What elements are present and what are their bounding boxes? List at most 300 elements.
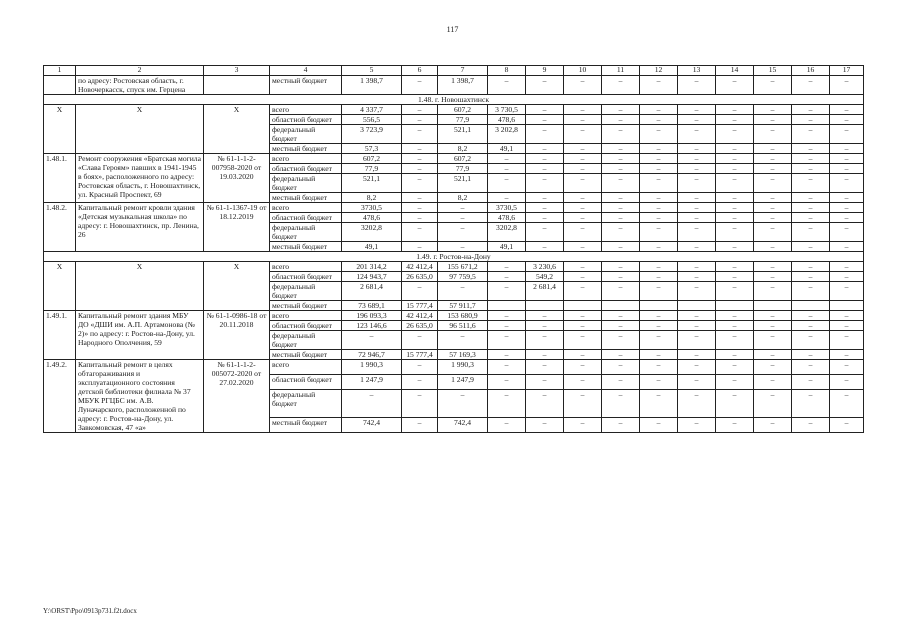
value-cell: – xyxy=(640,282,678,301)
table-row xyxy=(44,203,864,213)
value-cell xyxy=(830,301,864,311)
item-doc-cell: Х xyxy=(204,262,270,311)
value-cell: – xyxy=(754,262,792,272)
value-cell: – xyxy=(526,321,564,331)
value-cell: 15 777,4 xyxy=(402,301,438,311)
value-cell: – xyxy=(602,262,640,272)
value-cell: – xyxy=(640,193,678,203)
table-row xyxy=(44,360,864,375)
value-cell: – xyxy=(678,311,716,321)
value-cell: – xyxy=(792,389,830,417)
value-cell: – xyxy=(402,242,438,252)
value-cell: 521,1 xyxy=(438,174,488,193)
value-cell: – xyxy=(526,174,564,193)
budget-label-cell: федеральный бюджет xyxy=(270,174,342,193)
value-cell: – xyxy=(402,125,438,144)
value-cell: 155 671,2 xyxy=(438,262,488,272)
budget-label-cell: областной бюджет xyxy=(270,164,342,174)
value-cell: – xyxy=(792,242,830,252)
value-cell: – xyxy=(640,311,678,321)
budget-label-cell: всего xyxy=(270,262,342,272)
value-cell: – xyxy=(526,203,564,213)
value-cell: 8,2 xyxy=(438,144,488,154)
value-cell: – xyxy=(792,374,830,389)
value-cell: 742,4 xyxy=(438,418,488,433)
item-name-cell: Х xyxy=(76,105,204,154)
value-cell: – xyxy=(602,374,640,389)
value-cell: 77,9 xyxy=(342,164,402,174)
value-cell: 549,2 xyxy=(526,272,564,282)
value-cell: 15 777,4 xyxy=(402,350,438,360)
value-cell: 42 412,4 xyxy=(402,311,438,321)
value-cell: 8,2 xyxy=(438,193,488,203)
value-cell: 124 943,7 xyxy=(342,272,402,282)
value-cell: 123 146,6 xyxy=(342,321,402,331)
value-cell: – xyxy=(526,311,564,321)
value-cell: – xyxy=(754,105,792,115)
item-number-cell: Х xyxy=(44,105,76,154)
value-cell: – xyxy=(678,223,716,242)
value-cell: – xyxy=(564,282,602,301)
value-cell: – xyxy=(792,282,830,301)
value-cell: – xyxy=(564,360,602,375)
value-cell: 57 169,3 xyxy=(438,350,488,360)
value-cell: – xyxy=(678,115,716,125)
value-cell: – xyxy=(716,193,754,203)
value-cell: – xyxy=(564,311,602,321)
value-cell: – xyxy=(792,174,830,193)
value-cell: – xyxy=(754,321,792,331)
value-cell: 1 398,7 xyxy=(438,76,488,95)
value-cell: – xyxy=(754,213,792,223)
value-cell: – xyxy=(716,374,754,389)
value-cell: – xyxy=(830,418,864,433)
value-cell: – xyxy=(564,105,602,115)
value-cell: – xyxy=(602,389,640,417)
value-cell: 3 202,8 xyxy=(488,125,526,144)
value-cell: 3 723,9 xyxy=(342,125,402,144)
value-cell: – xyxy=(678,193,716,203)
item-name-cell: по адресу: Ростовская область, г. Новочеркасск, спуск им. Герцена xyxy=(76,76,204,95)
value-cell: – xyxy=(342,389,402,417)
value-cell: – xyxy=(564,242,602,252)
value-cell: – xyxy=(564,418,602,433)
budget-label-cell: всего xyxy=(270,311,342,321)
value-cell: – xyxy=(602,125,640,144)
value-cell: – xyxy=(716,154,754,164)
value-cell: – xyxy=(640,360,678,375)
value-cell: 742,4 xyxy=(342,418,402,433)
value-cell: – xyxy=(640,203,678,213)
value-cell: – xyxy=(640,144,678,154)
value-cell: – xyxy=(488,262,526,272)
value-cell: 3730,5 xyxy=(488,203,526,213)
value-cell: – xyxy=(488,311,526,321)
value-cell: – xyxy=(792,262,830,272)
value-cell: – xyxy=(754,242,792,252)
value-cell: 26 635,0 xyxy=(402,321,438,331)
value-cell: – xyxy=(640,262,678,272)
value-cell: – xyxy=(792,223,830,242)
value-cell: – xyxy=(716,223,754,242)
value-cell: – xyxy=(402,213,438,223)
value-cell: – xyxy=(830,105,864,115)
value-cell: – xyxy=(640,213,678,223)
value-cell: – xyxy=(640,174,678,193)
value-cell: – xyxy=(678,350,716,360)
column-number-cell: 4 xyxy=(270,66,342,76)
value-cell: – xyxy=(716,272,754,282)
value-cell: – xyxy=(402,203,438,213)
value-cell: 1 990,3 xyxy=(438,360,488,375)
column-number-cell: 6 xyxy=(402,66,438,76)
value-cell: – xyxy=(402,144,438,154)
budget-table xyxy=(43,65,864,433)
value-cell: – xyxy=(602,282,640,301)
value-cell: 96 511,6 xyxy=(438,321,488,331)
value-cell: – xyxy=(488,76,526,95)
value-cell: – xyxy=(830,223,864,242)
value-cell: 1 990,3 xyxy=(342,360,402,375)
value-cell: – xyxy=(342,331,402,350)
value-cell: – xyxy=(678,262,716,272)
value-cell: – xyxy=(602,164,640,174)
value-cell: – xyxy=(438,223,488,242)
value-cell: 3 230,6 xyxy=(526,262,564,272)
item-name-cell: Х xyxy=(76,262,204,311)
value-cell: – xyxy=(564,144,602,154)
value-cell: – xyxy=(792,203,830,213)
value-cell: – xyxy=(602,321,640,331)
budget-label-cell: федеральный бюджет xyxy=(270,389,342,417)
value-cell: – xyxy=(754,164,792,174)
value-cell: – xyxy=(830,272,864,282)
value-cell: – xyxy=(792,144,830,154)
value-cell: – xyxy=(754,193,792,203)
value-cell: – xyxy=(564,321,602,331)
value-cell: – xyxy=(402,76,438,95)
value-cell: – xyxy=(792,115,830,125)
value-cell: 3730,5 xyxy=(342,203,402,213)
item-name-cell: Ремонт сооружения «Братская могила «Слава Героям» павших в 1941-1945 в боях», расположенного по адресу: Ростовская область, г. Новошахтинск, ул. Красный Проспект, 69 xyxy=(76,154,204,203)
value-cell: – xyxy=(716,389,754,417)
value-cell: – xyxy=(526,164,564,174)
value-cell: – xyxy=(792,164,830,174)
value-cell: – xyxy=(754,374,792,389)
value-cell: – xyxy=(526,350,564,360)
value-cell: – xyxy=(640,418,678,433)
value-cell: 478,6 xyxy=(488,115,526,125)
value-cell: – xyxy=(564,76,602,95)
value-cell: – xyxy=(678,76,716,95)
item-doc-cell: № 61-1-1367-19 от 18.12.2019 xyxy=(204,203,270,252)
budget-label-cell: местный бюджет xyxy=(270,144,342,154)
value-cell: – xyxy=(754,272,792,282)
value-cell: 49,1 xyxy=(488,242,526,252)
budget-label-cell: местный бюджет xyxy=(270,350,342,360)
value-cell xyxy=(792,301,830,311)
item-doc-cell: Х xyxy=(204,105,270,154)
item-number-cell: 1.49.2. xyxy=(44,360,76,433)
value-cell: – xyxy=(830,76,864,95)
value-cell: – xyxy=(754,174,792,193)
value-cell: – xyxy=(526,418,564,433)
budget-label-cell: федеральный бюджет xyxy=(270,282,342,301)
column-number-row xyxy=(44,66,864,76)
table-row xyxy=(44,105,864,115)
value-cell: – xyxy=(830,262,864,272)
value-cell: 521,1 xyxy=(342,174,402,193)
value-cell: – xyxy=(526,360,564,375)
value-cell xyxy=(640,301,678,311)
section-header-row xyxy=(44,95,864,105)
item-doc-cell: № 61-1-0986-18 от 20.11.2018 xyxy=(204,311,270,360)
value-cell: – xyxy=(602,174,640,193)
value-cell: 4 337,7 xyxy=(342,105,402,115)
value-cell: 607,2 xyxy=(438,154,488,164)
value-cell: – xyxy=(830,164,864,174)
value-cell: 57 911,7 xyxy=(438,301,488,311)
value-cell: – xyxy=(640,242,678,252)
value-cell: – xyxy=(830,115,864,125)
value-cell: – xyxy=(754,360,792,375)
value-cell: – xyxy=(792,154,830,164)
value-cell: – xyxy=(716,125,754,144)
column-number-cell: 12 xyxy=(640,66,678,76)
value-cell: – xyxy=(678,374,716,389)
value-cell: – xyxy=(830,331,864,350)
item-name-cell: Капитальный ремонт в целях обтагораживания и эксплуатационного состояния детской библиотеки филиала № 37 МБУК РГЦБС им. А.В. Луначарского, расположенной по адресу: г. Ростов-на-Дону, ул. Завкомовская, 47 «а» xyxy=(76,360,204,433)
column-number-cell: 15 xyxy=(754,66,792,76)
value-cell: – xyxy=(526,223,564,242)
section-title: 1.49. г. Ростов-на-Дону xyxy=(44,252,864,262)
item-name-cell: Капитальный ремонт здания МБУ ДО «ДШИ им. А.П. Артамонова (№ 2)» по адресу: г. Ростов-на-Дону, ул. Народного Ополчения, 59 xyxy=(76,311,204,360)
column-number-cell: 8 xyxy=(488,66,526,76)
value-cell: – xyxy=(564,331,602,350)
value-cell: – xyxy=(402,418,438,433)
value-cell: – xyxy=(678,105,716,115)
value-cell: – xyxy=(564,374,602,389)
value-cell: – xyxy=(792,418,830,433)
value-cell: – xyxy=(678,272,716,282)
value-cell: – xyxy=(564,174,602,193)
value-cell: – xyxy=(830,174,864,193)
value-cell: – xyxy=(402,374,438,389)
value-cell: – xyxy=(564,272,602,282)
value-cell: – xyxy=(830,389,864,417)
value-cell: – xyxy=(402,389,438,417)
budget-table-container xyxy=(43,65,864,433)
value-cell: – xyxy=(830,242,864,252)
value-cell: – xyxy=(716,418,754,433)
value-cell: – xyxy=(438,331,488,350)
value-cell: – xyxy=(602,154,640,164)
value-cell: – xyxy=(402,193,438,203)
value-cell: – xyxy=(678,203,716,213)
value-cell: – xyxy=(792,331,830,350)
budget-label-cell: местный бюджет xyxy=(270,301,342,311)
value-cell: – xyxy=(402,164,438,174)
value-cell: – xyxy=(792,360,830,375)
value-cell: – xyxy=(678,282,716,301)
value-cell: – xyxy=(526,242,564,252)
value-cell: – xyxy=(488,360,526,375)
value-cell: – xyxy=(754,144,792,154)
value-cell: – xyxy=(438,213,488,223)
value-cell: – xyxy=(602,105,640,115)
column-number-cell: 2 xyxy=(76,66,204,76)
value-cell: 478,6 xyxy=(342,213,402,223)
value-cell: – xyxy=(602,213,640,223)
column-number-cell: 3 xyxy=(204,66,270,76)
value-cell: – xyxy=(402,223,438,242)
value-cell: – xyxy=(830,144,864,154)
value-cell: – xyxy=(792,272,830,282)
value-cell: 153 680,9 xyxy=(438,311,488,321)
value-cell: – xyxy=(678,389,716,417)
value-cell: – xyxy=(640,331,678,350)
column-number-cell: 17 xyxy=(830,66,864,76)
value-cell: 1 247,9 xyxy=(342,374,402,389)
budget-label-cell: всего xyxy=(270,203,342,213)
value-cell: – xyxy=(602,115,640,125)
value-cell: 77,9 xyxy=(438,164,488,174)
value-cell: – xyxy=(754,389,792,417)
value-cell: – xyxy=(716,76,754,95)
value-cell: – xyxy=(792,350,830,360)
value-cell: – xyxy=(716,203,754,213)
page-number: 117 xyxy=(446,25,459,34)
value-cell: – xyxy=(830,213,864,223)
value-cell: – xyxy=(402,360,438,375)
value-cell: – xyxy=(402,115,438,125)
value-cell: – xyxy=(754,418,792,433)
item-doc-cell: № 61-1-1-2-005072-2020 от 27.02.2020 xyxy=(204,360,270,433)
item-name-cell: Капитальный ремонт кровли здания «Детская музыкальная школа» по адресу: г. Новошахтинск, пр. Ленина, 26 xyxy=(76,203,204,252)
value-cell: 49,1 xyxy=(342,242,402,252)
table-row xyxy=(44,262,864,272)
value-cell: – xyxy=(716,350,754,360)
value-cell: 1 398,7 xyxy=(342,76,402,95)
value-cell xyxy=(754,301,792,311)
value-cell xyxy=(564,301,602,311)
value-cell: 3202,8 xyxy=(342,223,402,242)
value-cell: 521,1 xyxy=(438,125,488,144)
item-number-cell: 1.48.2. xyxy=(44,203,76,252)
value-cell: – xyxy=(402,174,438,193)
value-cell xyxy=(716,301,754,311)
budget-label-cell: федеральный бюджет xyxy=(270,125,342,144)
value-cell: – xyxy=(678,360,716,375)
value-cell: – xyxy=(640,223,678,242)
budget-label-cell: всего xyxy=(270,360,342,375)
column-number-cell: 9 xyxy=(526,66,564,76)
budget-label-cell: федеральный бюджет xyxy=(270,331,342,350)
value-cell: – xyxy=(488,174,526,193)
column-number-cell: 11 xyxy=(602,66,640,76)
value-cell: – xyxy=(792,125,830,144)
value-cell: – xyxy=(716,282,754,301)
value-cell xyxy=(526,301,564,311)
value-cell: – xyxy=(830,321,864,331)
value-cell: – xyxy=(564,154,602,164)
value-cell: – xyxy=(716,331,754,350)
value-cell: 73 689,1 xyxy=(342,301,402,311)
value-cell: – xyxy=(716,360,754,375)
value-cell: – xyxy=(564,389,602,417)
budget-label-cell: областной бюджет xyxy=(270,374,342,389)
value-cell: – xyxy=(488,418,526,433)
section-header-row xyxy=(44,252,864,262)
value-cell: – xyxy=(488,389,526,417)
value-cell: – xyxy=(678,144,716,154)
value-cell: – xyxy=(678,418,716,433)
budget-label-cell: федеральный бюджет xyxy=(270,223,342,242)
value-cell: 2 681,4 xyxy=(526,282,564,301)
value-cell: – xyxy=(754,76,792,95)
item-number-cell: Х xyxy=(44,262,76,311)
item-number-cell: 1.49.1. xyxy=(44,311,76,360)
value-cell: – xyxy=(754,350,792,360)
value-cell: – xyxy=(488,321,526,331)
value-cell: – xyxy=(602,350,640,360)
value-cell: – xyxy=(792,321,830,331)
value-cell: – xyxy=(564,223,602,242)
value-cell: – xyxy=(754,154,792,164)
value-cell: – xyxy=(526,389,564,417)
value-cell: – xyxy=(402,331,438,350)
value-cell: – xyxy=(488,164,526,174)
column-number-cell: 13 xyxy=(678,66,716,76)
value-cell: 1 247,9 xyxy=(438,374,488,389)
value-cell: – xyxy=(830,311,864,321)
table-row xyxy=(44,154,864,164)
budget-label-cell: областной бюджет xyxy=(270,321,342,331)
value-cell: – xyxy=(488,374,526,389)
file-path-footer: Y:\ORST\Ppo\0913p731.f2t.docx xyxy=(43,607,137,615)
value-cell: – xyxy=(564,164,602,174)
item-doc-cell xyxy=(204,76,270,95)
value-cell: – xyxy=(754,223,792,242)
column-number-cell: 14 xyxy=(716,66,754,76)
value-cell: – xyxy=(716,105,754,115)
item-number-cell xyxy=(44,76,76,95)
value-cell: – xyxy=(640,374,678,389)
value-cell: – xyxy=(602,242,640,252)
value-cell: – xyxy=(602,418,640,433)
value-cell: – xyxy=(640,164,678,174)
budget-label-cell: местный бюджет xyxy=(270,193,342,203)
value-cell: – xyxy=(564,262,602,272)
value-cell: – xyxy=(564,203,602,213)
value-cell: 607,2 xyxy=(342,154,402,164)
value-cell: – xyxy=(830,360,864,375)
budget-label-cell: всего xyxy=(270,154,342,164)
value-cell: – xyxy=(488,272,526,282)
value-cell: – xyxy=(640,350,678,360)
value-cell: – xyxy=(640,76,678,95)
value-cell: – xyxy=(564,115,602,125)
value-cell: – xyxy=(564,350,602,360)
value-cell: 201 314,2 xyxy=(342,262,402,272)
value-cell: – xyxy=(640,105,678,115)
value-cell: – xyxy=(640,154,678,164)
value-cell xyxy=(678,301,716,311)
value-cell: – xyxy=(488,282,526,301)
item-doc-cell: № 61-1-1-2-007958-2020 от 19.03.2020 xyxy=(204,154,270,203)
value-cell: – xyxy=(716,242,754,252)
value-cell: – xyxy=(678,242,716,252)
